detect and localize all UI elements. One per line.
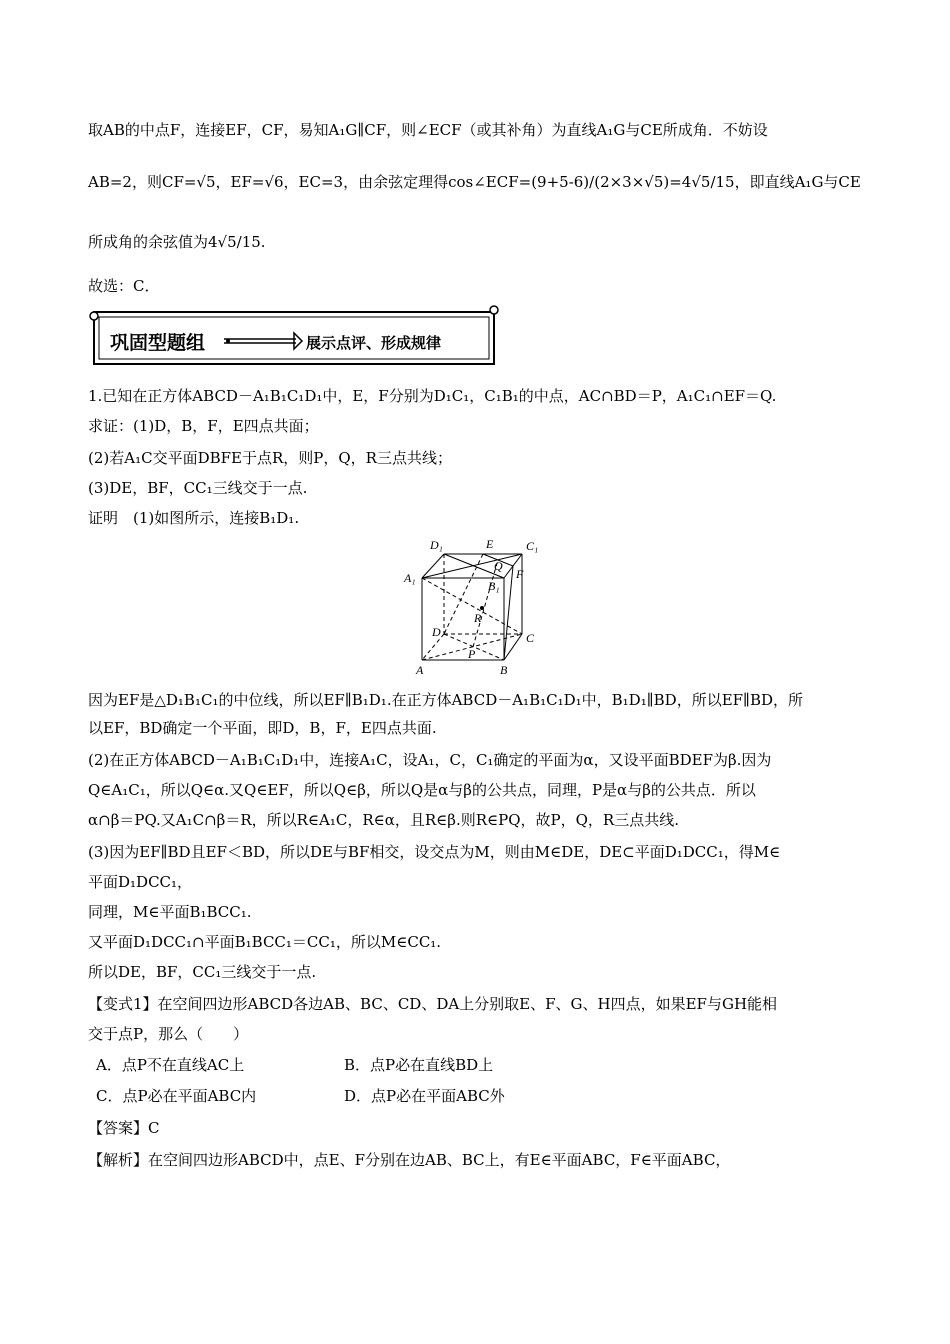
choice-b: B．点P必在直线BD上 (344, 1056, 494, 1074)
text-line: (3)DE，BF，CC₁三线交于一点. (88, 479, 308, 497)
banner-title: 巩固型题组 (110, 332, 206, 354)
text-line: 所成角的余弦值为4√5/15. (88, 233, 266, 251)
text-line: 证明 (1)如图所示，连接B₁D₁. (88, 509, 300, 527)
label-a: A (416, 663, 424, 677)
text-line: 又平面D₁DCC₁∩平面B₁BCC₁＝CC₁，所以M∈CC₁. (88, 933, 442, 951)
section-banner (88, 304, 500, 370)
text-line: 因为EF是△D₁B₁C₁的中位线，所以EF∥B₁D₁.在正方体ABCD－A₁B₁C₁D₁中，B₁D₁∥BD，所以EF∥BD，所 (88, 691, 804, 709)
text-line: (2)在正方体ABCD－A₁B₁C₁D₁中，连接A₁C，设A₁，C，C₁确定的平面为α，又设平面BDEF为β.因为 (88, 751, 772, 769)
label-d1: D₁ (430, 538, 443, 552)
label-c: C (526, 631, 535, 645)
label-a1: A₁ (404, 571, 416, 585)
choice-a: A．点P不在直线AC上 (96, 1056, 245, 1074)
text-line: (3)因为EF∥BD且EF＜BD，所以DE与BF相交，设交点为M，则由M∈DE，DE⊂平面D₁DCC₁，得M∈ (88, 843, 781, 861)
analysis-line: 【解析】在空间四边形ABCD中，点E、F分别在边AB、BC上，有E∈平面ABC，F∈平面ABC， (88, 1151, 731, 1169)
text-line: α∩β＝PQ.又A₁C∩β＝R，所以R∈A₁C，R∈α，且R∈β.则R∈PQ，故P，Q，R三点共线. (88, 811, 679, 829)
label-e: E (486, 537, 494, 551)
text-line: 取AB的中点F，连接EF，CF，易知A₁G∥CF，则∠ECF（或其补角）为直线A₁G与CE所成角．不妨设 (88, 121, 768, 139)
text-line: (2)若A₁C交平面DBFE于点R，则P，Q，R三点共线； (88, 449, 452, 467)
label-r: R (474, 611, 482, 625)
choice-c: C．点P必在平面ABC内 (96, 1087, 257, 1105)
label-c1: C₁ (526, 539, 539, 553)
cube-figure (400, 534, 550, 680)
label-b1: B₁ (488, 579, 500, 593)
text-line: 交于点P，那么（ ） (88, 1025, 249, 1043)
text-line: 故选：C． (88, 277, 160, 295)
label-d: D (432, 625, 441, 639)
text-line: 1.已知在正方体ABCD－A₁B₁C₁D₁中，E，F分别为D₁C₁，C₁B₁的中点，AC∩BD＝P，A₁C₁∩EF＝Q. (88, 387, 777, 405)
text-line: 所以DE，BF，CC₁三线交于一点. (88, 963, 317, 981)
banner-subtitle: 展示点评、形成规律 (306, 334, 442, 352)
text-line: 求证：(1)D，B，F，E四点共面； (88, 417, 319, 435)
text-line: 平面D₁DCC₁， (88, 873, 193, 891)
answer-line: 【答案】C (88, 1119, 160, 1137)
label-f: F (516, 567, 524, 581)
label-p: P (468, 647, 476, 661)
text-line: Q∈A₁C₁，所以Q∈α.又Q∈EF，所以Q∈β，所以Q是α与β的公共点，同理，P是α与β的公共点．所以 (88, 781, 756, 799)
text-line: 【变式1】在空间四边形ABCD各边AB、BC、CD、DA上分别取E、F、G、H四点，如果EF与GH能相 (88, 995, 778, 1013)
choice-d: D．点P必在平面ABC外 (344, 1087, 505, 1105)
text-line: AB=2，则CF=√5，EF=√6，EC=3，由余弦定理得cos∠ECF=(9+5-6)/(2×3×√5)=4√5/15，即直线A₁G与CE (88, 173, 861, 191)
text-line: 同理，M∈平面B₁BCC₁. (88, 903, 252, 921)
text-line: 以EF，BD确定一个平面，即D，B，F，E四点共面. (88, 719, 437, 737)
label-b: B (500, 663, 508, 677)
label-q: Q (494, 559, 503, 573)
